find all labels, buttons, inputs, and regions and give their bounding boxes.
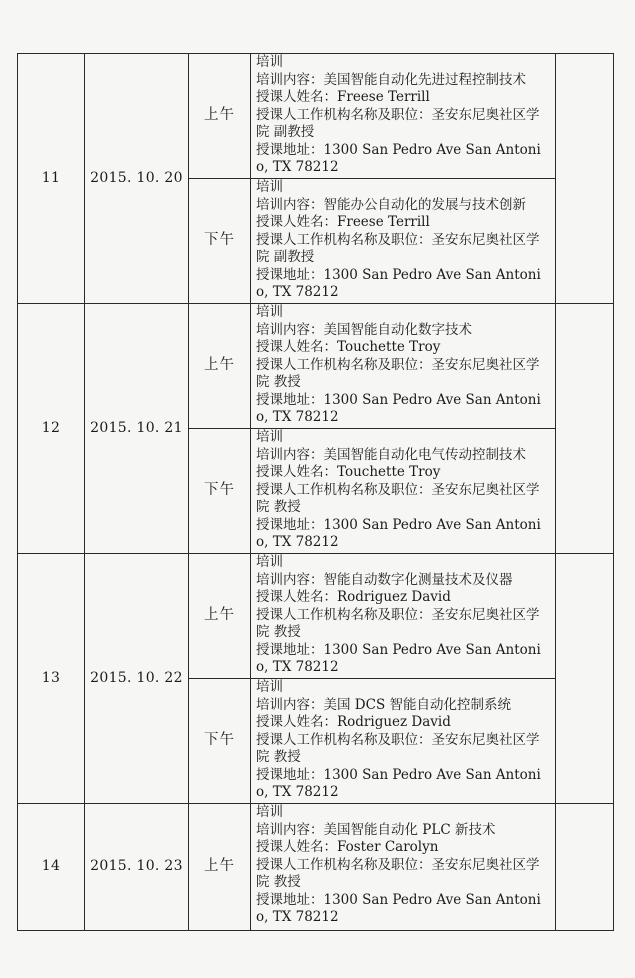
- row-number: 14: [18, 804, 85, 931]
- session-lecturer: 授课人姓名：Rodriguez David: [256, 714, 451, 730]
- session-type: 培训: [256, 804, 283, 820]
- period-cell: 上午: [189, 54, 251, 179]
- session-type: 培训: [256, 179, 283, 195]
- table-row: [18, 304, 614, 429]
- period-cell: 下午: [189, 679, 251, 804]
- session-details: [251, 554, 556, 679]
- session-org: 授课人工作机构名称及职位：圣安东尼奥社区学院 副教授: [256, 231, 540, 265]
- session-address: 授课地址：1300 San Pedro Ave San Antonio, TX 78212: [256, 641, 541, 675]
- session-org: 授课人工作机构名称及职位：圣安东尼奥社区学院 副教授: [256, 106, 540, 140]
- session-details: [251, 179, 556, 304]
- session-org: 授课人工作机构名称及职位：圣安东尼奥社区学院 教授: [256, 606, 540, 640]
- session-lecturer: 授课人姓名：Touchette Troy: [256, 464, 441, 480]
- session-type: 培训: [256, 54, 283, 70]
- row-number: 13: [18, 554, 85, 804]
- session-lecturer: 授课人姓名：Freese Terrill: [256, 89, 430, 105]
- period-cell: 上午: [189, 304, 251, 429]
- row-date: 2015. 10. 22: [85, 554, 189, 804]
- session-details: [251, 54, 556, 179]
- training-schedule-table: [17, 53, 614, 931]
- remarks-cell: [556, 54, 614, 304]
- session-address: 授课地址：1300 San Pedro Ave San Antonio, TX 78212: [256, 516, 541, 550]
- session-lecturer: 授课人姓名：Touchette Troy: [256, 339, 441, 355]
- period-cell: 上午: [189, 804, 251, 931]
- period-cell: 上午: [189, 554, 251, 679]
- session-type: 培训: [256, 429, 283, 445]
- session-address: 授课地址：1300 San Pedro Ave San Antonio, TX 78212: [256, 891, 541, 925]
- period-cell: 下午: [189, 179, 251, 304]
- session-address: 授课地址：1300 San Pedro Ave San Antonio, TX 78212: [256, 766, 541, 800]
- remarks-cell: [556, 554, 614, 804]
- row-date: 2015. 10. 21: [85, 304, 189, 554]
- session-lecturer: 授课人姓名：Rodriguez David: [256, 589, 451, 605]
- session-org: 授课人工作机构名称及职位：圣安东尼奥社区学院 教授: [256, 731, 540, 765]
- session-address: 授课地址：1300 San Pedro Ave San Antonio, TX 78212: [256, 141, 541, 175]
- session-lecturer: 授课人姓名：Freese Terrill: [256, 214, 430, 230]
- session-content: 培训内容：美国智能自动化先进过程控制技术: [256, 71, 526, 88]
- session-org: 授课人工作机构名称及职位：圣安东尼奥社区学院 教授: [256, 356, 540, 390]
- row-number: 12: [18, 304, 85, 554]
- session-org: 授课人工作机构名称及职位：圣安东尼奥社区学院 教授: [256, 856, 540, 890]
- remarks-cell: [556, 804, 614, 931]
- session-content: 培训内容：智能办公自动化的发展与技术创新: [256, 196, 526, 213]
- session-address: 授课地址：1300 San Pedro Ave San Antonio, TX 78212: [256, 391, 541, 425]
- row-number: 11: [18, 54, 85, 304]
- table-row: [18, 54, 614, 179]
- table-row: [18, 804, 614, 931]
- row-date: 2015. 10. 20: [85, 54, 189, 304]
- session-lecturer: 授课人姓名：Foster Carolyn: [256, 839, 439, 855]
- session-content: 培训内容：美国智能自动化电气传动控制技术: [256, 446, 526, 463]
- session-details: [251, 679, 556, 804]
- session-type: 培训: [256, 554, 283, 570]
- remarks-cell: [556, 304, 614, 554]
- session-details: [251, 429, 556, 554]
- session-content: 培训内容：美国智能自动化数字技术: [256, 321, 472, 338]
- session-org: 授课人工作机构名称及职位：圣安东尼奥社区学院 教授: [256, 481, 540, 515]
- period-cell: 下午: [189, 429, 251, 554]
- session-type: 培训: [256, 679, 283, 695]
- session-details: [251, 304, 556, 429]
- session-content: 培训内容：智能自动数字化测量技术及仪器: [256, 571, 513, 588]
- session-details: [251, 804, 556, 931]
- session-address: 授课地址：1300 San Pedro Ave San Antonio, TX 78212: [256, 266, 541, 300]
- session-content: 培训内容：美国智能自动化 PLC 新技术: [256, 821, 496, 838]
- session-type: 培训: [256, 304, 283, 320]
- row-date: 2015. 10. 23: [85, 804, 189, 931]
- session-content: 培训内容：美国 DCS 智能自动化控制系统: [256, 696, 511, 713]
- table-row: [18, 554, 614, 679]
